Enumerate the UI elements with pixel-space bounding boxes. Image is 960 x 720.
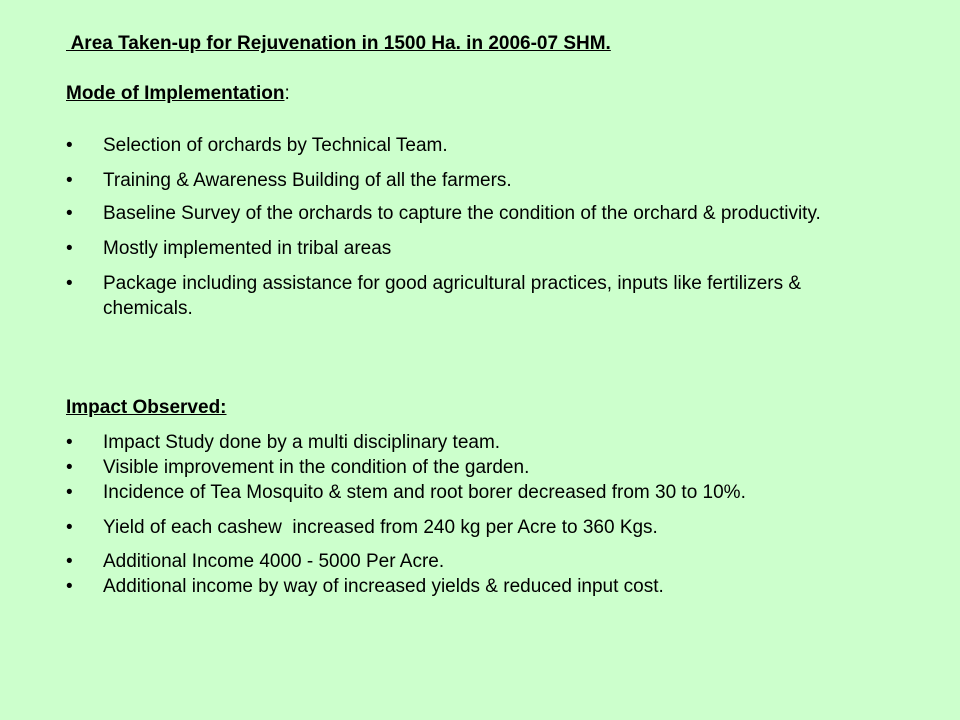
mode-heading-text: Mode of Implementation xyxy=(66,83,285,104)
bullet-icon: • xyxy=(66,551,73,572)
bullet-icon: • xyxy=(66,273,73,294)
bullet-icon: • xyxy=(66,238,73,259)
list-item xyxy=(66,430,866,455)
bullet-icon: • xyxy=(66,517,73,538)
mode-of-implementation-heading xyxy=(66,83,290,105)
list-item-text: Package including assistance for good agricultural practices, inputs like fertilizers & chemicals. xyxy=(103,273,802,319)
list-item xyxy=(66,168,866,193)
bullet-icon: • xyxy=(66,482,73,503)
list-item xyxy=(66,133,866,158)
list-item-text: Training & Awareness Building of all the farmers. xyxy=(103,170,512,191)
list-item-text: Selection of orchards by Technical Team. xyxy=(103,135,448,156)
impact-heading-text: Impact Observed: xyxy=(66,397,227,418)
list-item-text: Baseline Survey of the orchards to capture the condition of the orchard & productivity. xyxy=(103,203,821,224)
list-item xyxy=(66,455,866,480)
list-item xyxy=(66,271,866,321)
mode-of-implementation-list xyxy=(66,133,866,321)
slide-title: Area Taken-up for Rejuvenation in 1500 Ha. in 2006-07 SHM. xyxy=(66,33,611,54)
impact-observed-list xyxy=(66,430,866,599)
bullet-icon: • xyxy=(66,203,73,224)
list-item-text: Yield of each cashew increased from 240 kg per Acre to 360 Kgs. xyxy=(103,517,658,538)
list-item-text: Additional Income 4000 - 5000 Per Acre. xyxy=(103,551,445,572)
list-item xyxy=(66,480,866,505)
list-item-text: Additional income by way of increased yields & reduced input cost. xyxy=(103,576,664,597)
bullet-icon: • xyxy=(66,432,73,453)
impact-observed-heading xyxy=(66,397,227,419)
list-item-text: Impact Study done by a multi disciplinary team. xyxy=(103,432,501,453)
list-item-text: Visible improvement in the condition of the garden. xyxy=(103,457,530,478)
bullet-icon: • xyxy=(66,576,73,597)
bullet-icon: • xyxy=(66,457,73,478)
list-item xyxy=(66,549,866,574)
mode-heading-colon: : xyxy=(284,83,290,104)
list-item xyxy=(66,574,866,599)
list-item-text: Incidence of Tea Mosquito & stem and root borer decreased from 30 to 10%. xyxy=(103,482,746,503)
list-item xyxy=(66,515,866,540)
bullet-icon: • xyxy=(66,135,73,156)
list-item xyxy=(66,236,866,261)
list-item xyxy=(66,201,866,226)
bullet-icon: • xyxy=(66,170,73,191)
list-item-text: Mostly implemented in tribal areas xyxy=(103,238,392,259)
